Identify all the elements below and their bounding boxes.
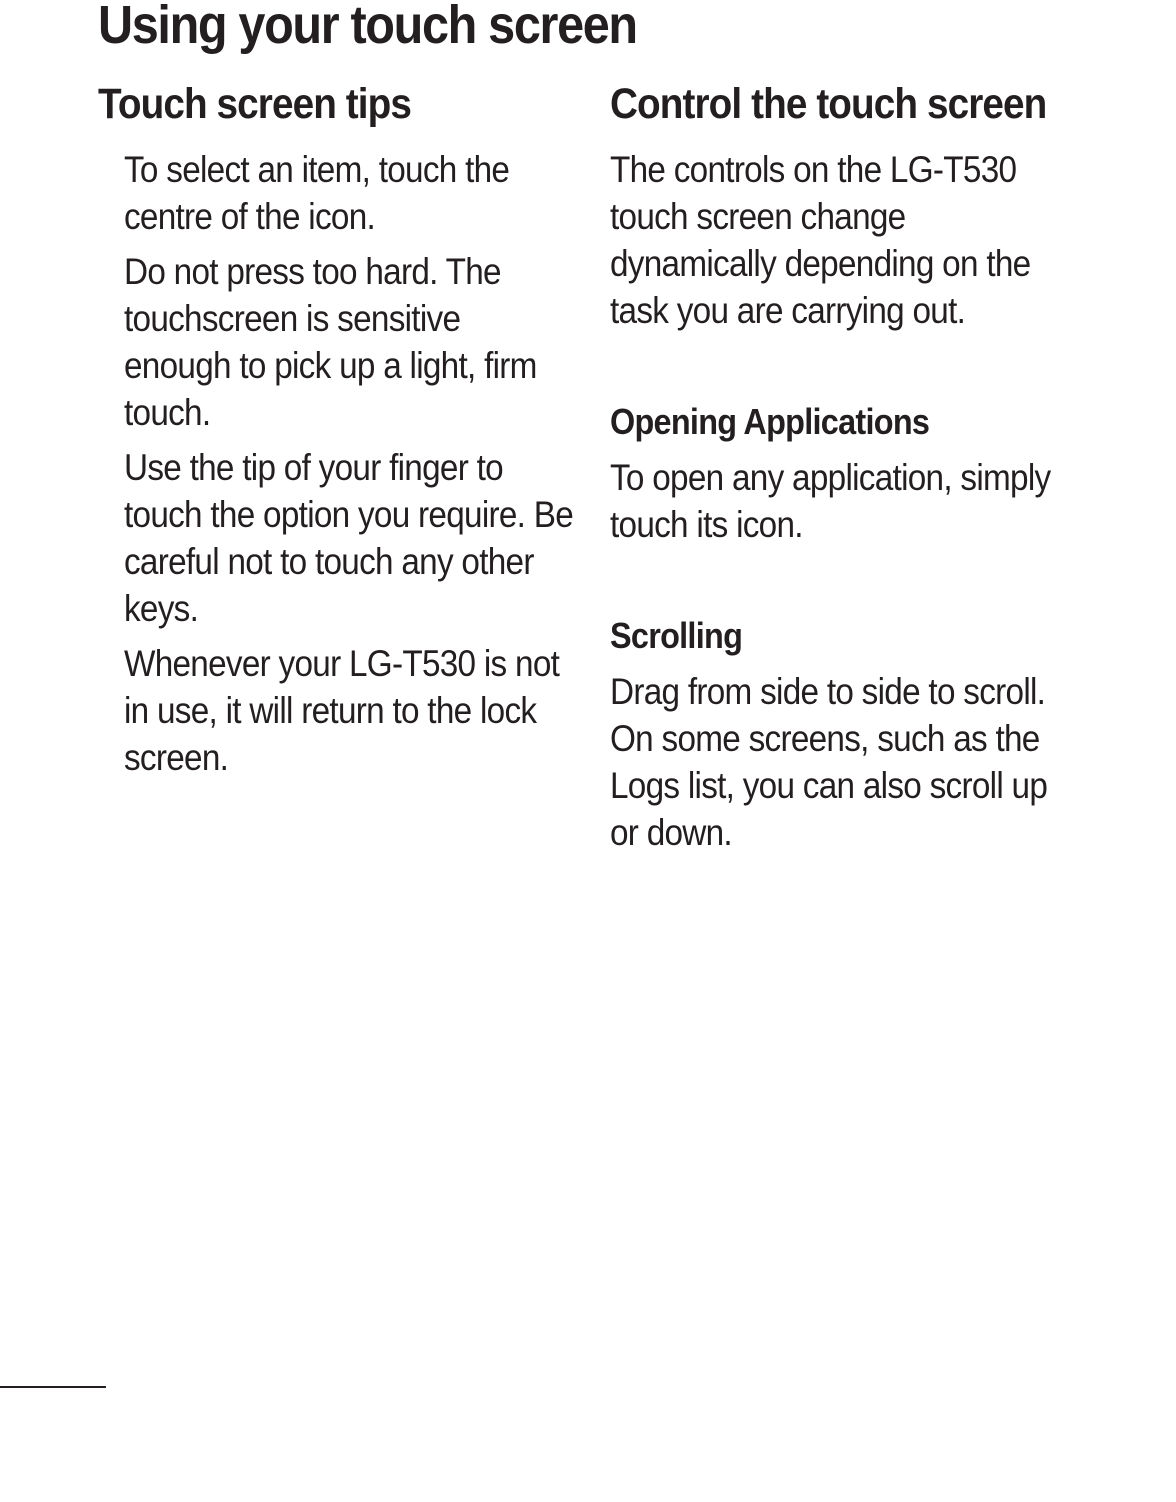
scrolling-heading: Scrolling: [610, 615, 743, 656]
touch-screen-tips-column: [98, 78, 578, 789]
control-touch-screen-heading: Control the touch screen: [610, 80, 1047, 128]
control-intro-text: The controls on the LG-T530 touch screen change dynamically depending on the task you are carrying out.: [610, 149, 1031, 331]
tip-select-item: To select an item, touch the centre of the icon.: [124, 149, 510, 237]
opening-applications-heading: Opening Applications: [610, 401, 930, 442]
page-title: Using your touch screen: [98, 0, 637, 55]
tips-list: [124, 146, 578, 781]
scrolling-text: Drag from side to side to scroll. On some screens, such as the Logs list, you can also scroll up or down.: [610, 671, 1048, 853]
tip-press-lightly: Do not press too hard. The touchscreen is sensitive enough to pick up a light, firm touch.: [124, 251, 537, 433]
tip-use-fingertip: Use the tip of your finger to touch the option you require. Be careful not to touch any other keys.: [124, 447, 574, 629]
opening-applications-text: To open any application, simply touch its icon.: [610, 457, 1051, 545]
control-touch-screen-column: [610, 78, 1080, 856]
tip-lock-screen: Whenever your LG-T530 is not in use, it will return to the lock screen.: [124, 643, 560, 778]
footer-rule: [0, 1386, 106, 1388]
touch-screen-tips-heading: Touch screen tips: [98, 80, 412, 128]
